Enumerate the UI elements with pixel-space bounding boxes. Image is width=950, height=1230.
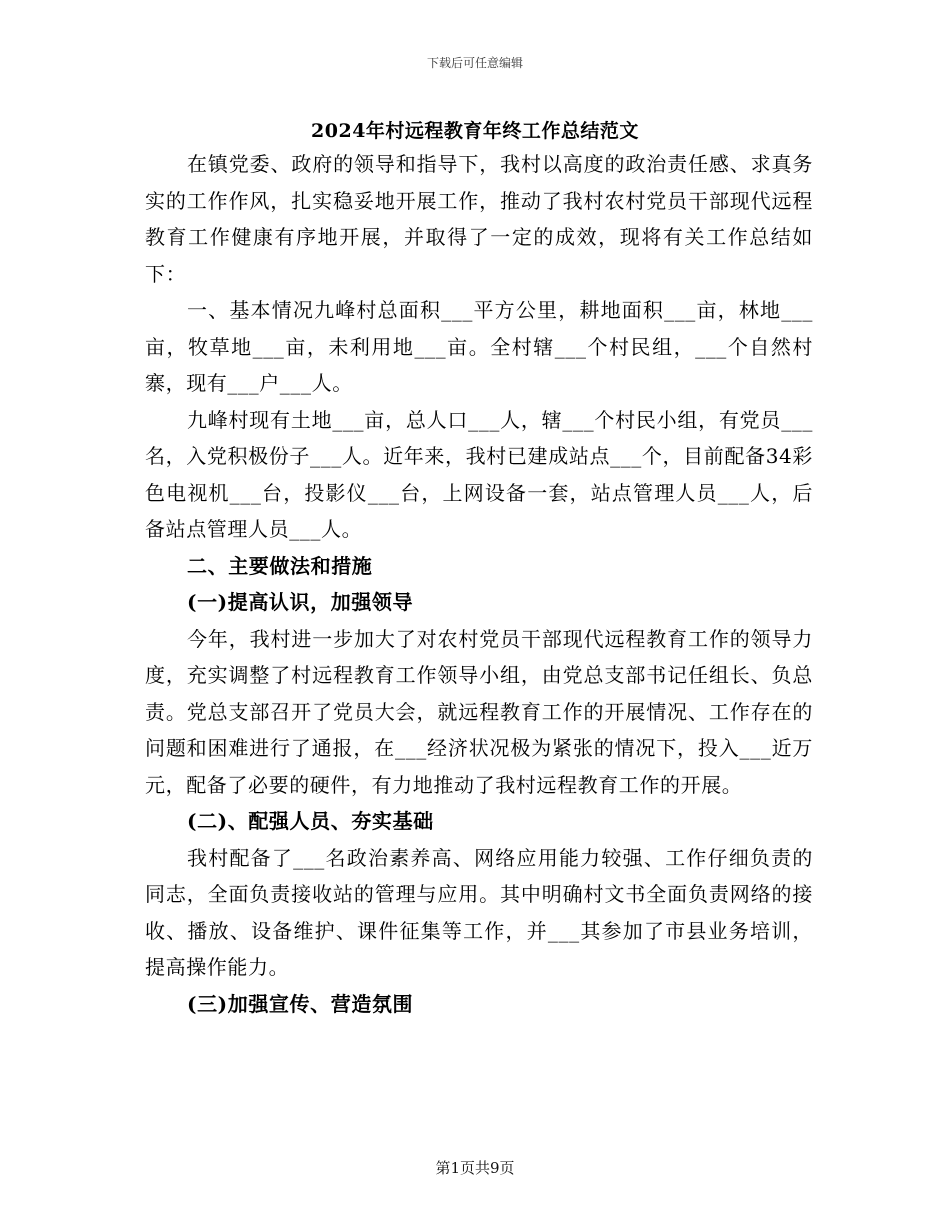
header-note: 下载后可任意编辑 bbox=[426, 56, 523, 70]
paragraph-basic-situation: 一、基本情况九峰村总面积___平方公里，耕地面积___亩，林地___亩，牧草地___亩，未利用地___亩。全村辖___个村民组，___个自然村寨，现有___户___人。 bbox=[145, 298, 813, 395]
subsection-heading-3: (三)加强宣传、营造氛围 bbox=[187, 991, 414, 1016]
document-title: 2024年村远程教育年终工作总结范文 bbox=[311, 120, 639, 142]
paragraph-intro: 在镇党委、政府的领导和指导下，我村以高度的政治责任感、求真务实的工作作风，扎实稳妥地开展工作，推动了我村农村党员干部现代远程教育工作健康有序地开展，并取得了一定的成效，现将有关工作总结如下： bbox=[145, 152, 813, 286]
section-heading-main-measures: 二、主要做法和措施 bbox=[187, 553, 373, 578]
document-body bbox=[145, 146, 813, 1022]
subsection-heading-2: (二)、配强人员、夯实基础 bbox=[187, 809, 434, 833]
page-number: 第1页共9页 bbox=[435, 1159, 515, 1177]
subsection-heading-1: (一)提高认识，加强领导 bbox=[187, 590, 414, 614]
paragraph-land-population: 九峰村现有土地___亩，总人口___人，辖___个村民小组，有党员___名，入党积极份子___人。近年来，我村已建成站点___个，目前配备34彩色电视机___台，投影仪___台，上网设备一套，站点管理人员___人，后备站点管理人员___人。 bbox=[145, 407, 813, 541]
paragraph-leadership: 今年，我村进一步加大了对农村党员干部现代远程教育工作的领导力度，充实调整了村远程教育工作领导小组，由党总支部书记任组长、负总责。党总支部召开了党员大会，就远程教育工作的开展情况、工作存在的问题和困难进行了通报，在___经济状况极为紧张的情况下，投入___近万元，配备了必要的硬件，有力地推动了我村远程教育工作的开展。 bbox=[145, 626, 813, 797]
paragraph-staffing: 我村配备了___名政治素养高、网络应用能力较强、工作仔细负责的同志，全面负责接收站的管理与应用。其中明确村文书全面负责网络的接收、播放、设备维护、课件征集等工作，并___其参加了市县业务培训，提高操作能力。 bbox=[145, 845, 813, 979]
